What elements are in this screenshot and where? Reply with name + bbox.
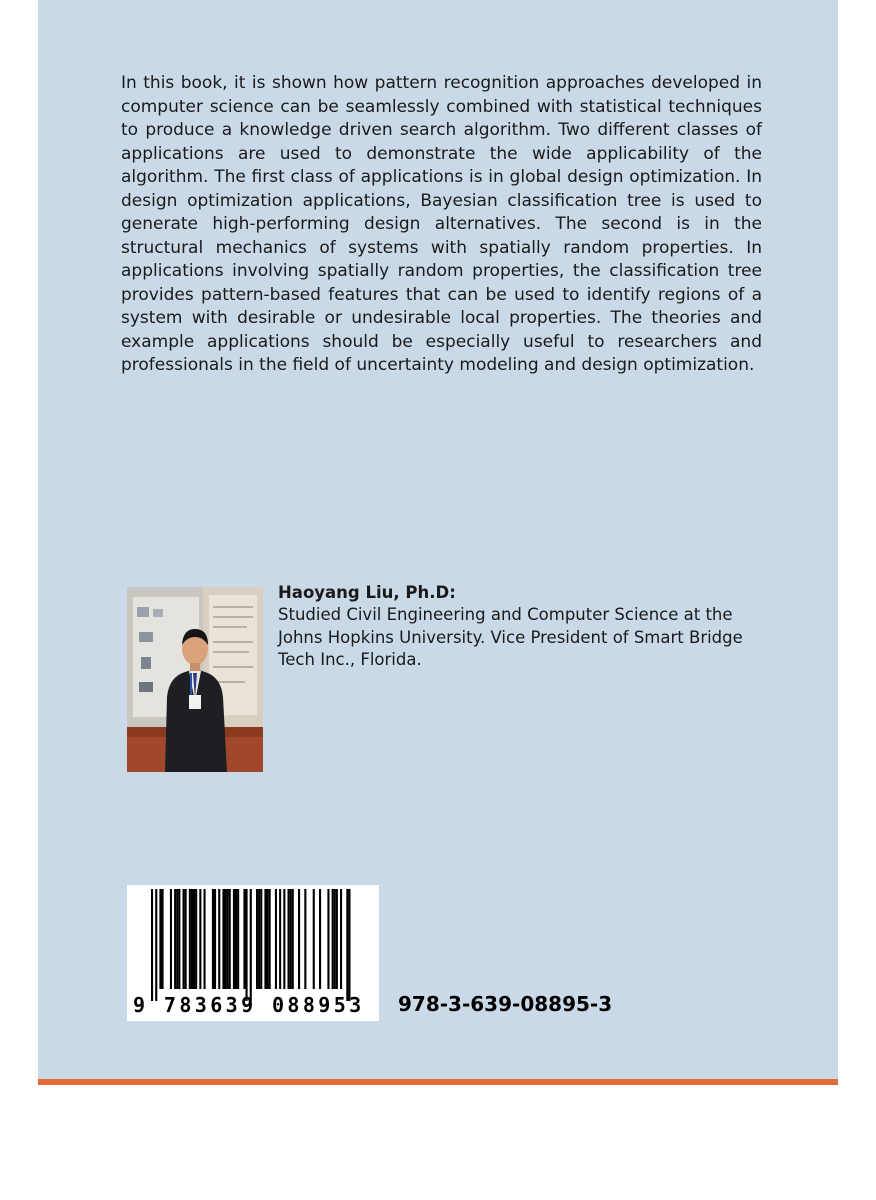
barcode-bar bbox=[218, 889, 220, 989]
barcode-bar bbox=[193, 889, 195, 989]
barcode-bar bbox=[214, 889, 216, 989]
barcode-bar bbox=[346, 889, 348, 1001]
barcode-bar bbox=[298, 889, 300, 989]
barcode-bar bbox=[155, 889, 157, 1001]
barcode-bar bbox=[279, 889, 281, 989]
barcode-bar bbox=[283, 889, 285, 989]
author-name: Haoyang Liu, Ph.D: bbox=[278, 583, 456, 602]
book-description: In this book, it is shown how pattern recognition approaches developed in computer science can be seamlessly combined with statistical techniques to produce a knowledge driven search algorithm. Two different classes of applications are used to demonstrate the wide applicability of the algorithm. The first class of applications is in global design optimization. In design optimization applications, Bayesian classification tree is used to generate high-performing design alternatives. The second is in the structural mechanics of systems with spatially random properties. In applications involving spatially random properties, the classification tree provides pattern-based features that can be used to identify regions of a system with desirable or undesirable local properties. The theories and example applications should be especially useful to researchers and professionals in the field of uncertainty modeling and design optimization. bbox=[121, 73, 762, 375]
author-bio: Studied Civil Engineering and Computer Science at the Johns Hopkins University. Vice President of Smart Bridge Tech Inc., Florida. bbox=[278, 605, 743, 669]
barcode-bar bbox=[340, 889, 342, 989]
accent-bar bbox=[38, 1079, 838, 1085]
barcode-bar bbox=[269, 889, 271, 989]
barcode-bar bbox=[336, 889, 338, 989]
barcode-bar bbox=[176, 889, 178, 989]
barcode-bar bbox=[222, 889, 224, 989]
barcode-bar bbox=[229, 889, 231, 989]
author-photo bbox=[127, 587, 263, 772]
barcode-bar bbox=[191, 889, 193, 989]
barcode-bar bbox=[225, 889, 227, 989]
barcode-bar bbox=[159, 889, 161, 989]
barcode-bar bbox=[151, 889, 153, 1001]
barcode-bar bbox=[199, 889, 201, 989]
barcode-bar bbox=[290, 889, 292, 989]
barcode-bar bbox=[243, 889, 245, 989]
barcode-bar bbox=[304, 889, 306, 989]
barcode-bar bbox=[170, 889, 172, 989]
barcode-bar bbox=[178, 889, 180, 989]
barcode-bar bbox=[174, 889, 176, 989]
barcode-bar bbox=[319, 889, 321, 989]
barcode-bar bbox=[185, 889, 187, 989]
isbn-barcode bbox=[127, 885, 379, 1021]
barcode-bar bbox=[256, 889, 258, 989]
barcode-bar bbox=[334, 889, 336, 989]
barcode-bar bbox=[260, 889, 262, 989]
barcode-bar bbox=[250, 889, 252, 1001]
barcode-bar bbox=[212, 889, 214, 989]
barcode-bar bbox=[235, 889, 237, 989]
barcode-bar bbox=[292, 889, 294, 989]
barcode-bar bbox=[267, 889, 269, 989]
barcode-bar bbox=[183, 889, 185, 989]
barcode-bar bbox=[233, 889, 235, 989]
isbn-number: 978-3-639-08895-3 bbox=[398, 992, 613, 1016]
barcode-bar bbox=[195, 889, 197, 989]
barcode-bar bbox=[264, 889, 266, 989]
barcode-bar bbox=[288, 889, 290, 989]
barcode-bar bbox=[237, 889, 239, 989]
barcode-bar bbox=[227, 889, 229, 989]
barcode-bar bbox=[313, 889, 315, 989]
barcode-bar bbox=[327, 889, 329, 989]
barcode-bar bbox=[332, 889, 334, 989]
barcode-bar bbox=[275, 889, 277, 989]
barcode-bar bbox=[162, 889, 164, 989]
barcode-bar bbox=[258, 889, 260, 989]
barcode-bar bbox=[189, 889, 191, 989]
barcode-bar bbox=[246, 889, 248, 1001]
barcode-bar bbox=[204, 889, 206, 989]
barcode-bar bbox=[348, 889, 350, 1001]
barcode-digits: 9 783639 088953 bbox=[133, 993, 365, 1017]
